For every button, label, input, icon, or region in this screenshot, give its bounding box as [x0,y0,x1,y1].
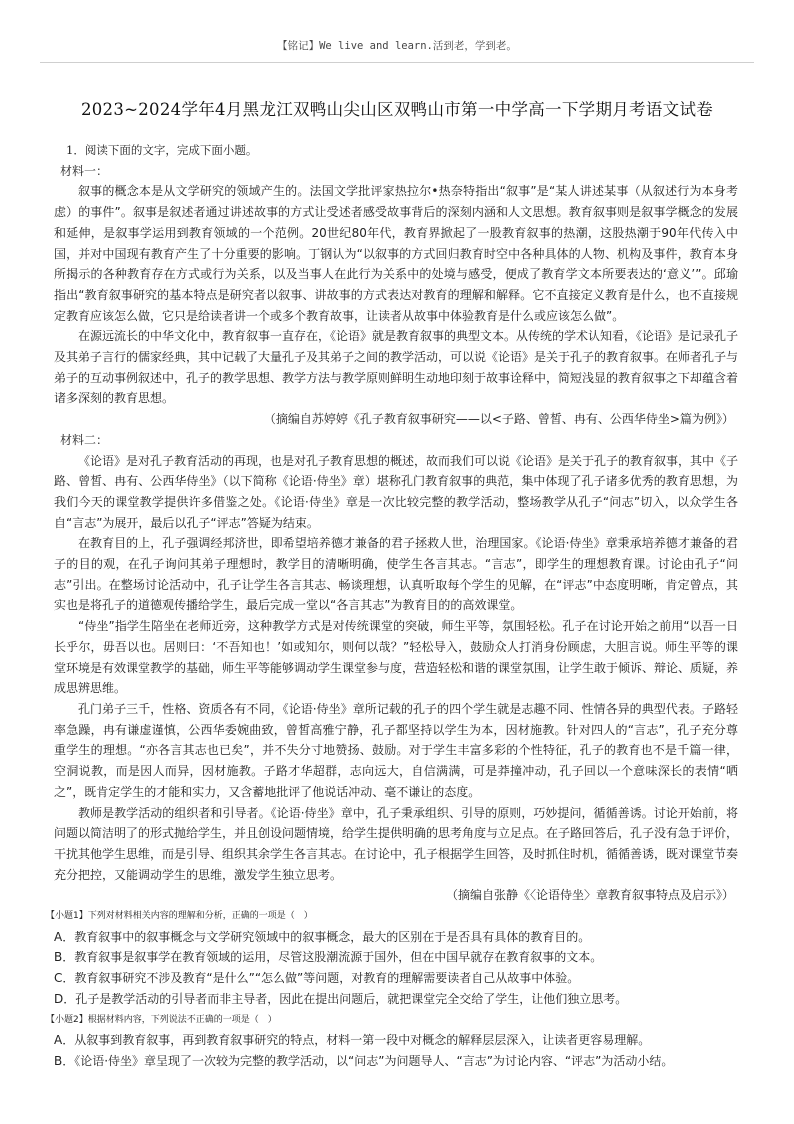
material-two-source: （摘编自张静《〈论语侍坐〉章教育叙事特点及启示》） [445,888,734,903]
material-one-source: （摘编自苏婷婷《孔子教育叙事研究——以<子路、曾皙、冉有、公西华侍坐>篇为例》） [263,412,734,427]
material-two-paragraph: “侍坐”指学生陪坐在老师近旁，这种教学方式是对传统课堂的突破，师生平等，氛围轻松。孔子在讨论开始之前用“以吾一日长乎尔，毋吾以也。居则曰：‘不吾知也！’如或知尔，则何以哉？”轻松导入，鼓励众人打消身份顾虑，大胆言说。师生平等的课堂环境是有效课堂教学的基础，师生平等能够调动学生课堂参与度，营造轻松和谐的课堂氛围，让学生敢于倾诉、辩论、质疑，养成思辨思维。 [54,619,739,696]
document-body [46,140,739,1072]
question-1-stem: 【小题1】下列对材料相关内容的理解和分析，正确的一项是（ ） [46,911,313,922]
question-1-option-b: B．教育叙事是叙事学在教育领域的运用，尽管这股潮流源于国外，但在中国早就存在教育叙事的文本。 [54,950,603,965]
material-two-paragraph: 《论语》是对孔子教育活动的再现，也是对孔子教育思想的概述，故而我们可以说《论语》是关于孔子的教育叙事，其中《子路、曾皙、冉有、公西华侍坐》（以下简称《论语·侍坐》章）堪称孔门教育叙事的典范，集中体现了孔子诸多优秀的教育思想，为我们今天的课堂教学提供许多借鉴之处。《论语·侍坐》章是一次比较完整的教学活动，整场教学从孔子“问志”切入，以众学生各自“言志”为展开，最后以孔子“评志”答疑为结束。 [54,453,739,530]
document-title: 2023~2024学年4月黑龙江双鸭山尖山区双鸭山市第一中学高一下学期月考语文试卷 [80,100,714,119]
material-two-label: 材料二： [60,432,109,447]
question-2-stem: 【小题2】根据材料内容，下列说法不正确的一项是（ ） [46,1014,277,1025]
question-2-option-b: B．《论语·侍坐》章呈现了一次较为完整的教学活动，以“问志”为问题导人、“言志”为讨论内容、“评志”为活动小结。 [54,1053,674,1068]
question-2-option-a: A．从叙事到教育叙事，再到教育叙事研究的特点，材料一第一段中对概念的解释层层深入，让读者更容易理解。 [54,1033,651,1048]
header-divider [40,62,754,63]
question-1-option-c: C．教育叙事研究不涉及教育“是什么”“怎么做”等问题，对教育的理解需要读者自己从故事中体验。 [54,971,580,986]
material-one-paragraph: 在源远流长的中华文化中，教育叙事一直存在，《论语》就是教育叙事的典型文本。从传统的学术认知看，《论语》是记录孔子及其弟子言行的儒家经典，其中记载了大量孔子及其弟子之间的教学活动，可以说《论语》是关于孔子的教育叙事。在师者孔子与弟子的互动事例叙述中，孔子的教学思想、教学方法与教学原则鲜明生动地印刻于故事诠释中，简短浅显的教育叙事之下却蕴含着诸多深刻的教育思想。 [54,329,739,406]
material-one-label: 材料一： [60,163,109,178]
material-two-paragraph: 在教育目的上，孔子强调经邦济世，即希望培养德才兼备的君子拯救人世，治理国家。《论语·侍坐》章秉承培养德才兼备的君子的目的观，在孔子询问其弟子理想时，教学目的清晰明确，使学生各言其志。“言志”，即学生的理想教育课。讨论由孔子“问志”引出。在整场讨论活动中，孔子让学生各言其志、畅谈理想，认真听取每个学生的见解，在“评志”中态度明晰，肯定曾点，其实也是将孔子的道德观传播给学生，最后完成一堂以“各言其志”为教育目的的高效课堂。 [54,536,738,613]
question-1-option-a: A．教育叙事中的叙事概念与文学研究领域中的叙事概念，最大的区别在于是否具有具体的教育目的。 [54,929,591,944]
material-two-paragraph: 孔门弟子三千，性格、资质各有不同，《论语·侍坐》章所记载的孔子的四个学生就是志趣不同、性情各异的典型代表。子路轻率急躁，冉有谦虚谨慎，公西华委婉曲致，曾皙高雅宁静，孔子都坚持以学生为本，因材施教。针对四人的“言志”，孔子充分尊重学生的理想。“亦各言其志也已矣”，并不失分寸地赞扬、鼓励。对于学生丰富多彩的个性特征，孔子的教育也不是千篇一律，空洞说教，而是因人而异，因材施教。子路才华超群，志向远大，自信满满，可是莽撞冲动，孔子回以一个意味深长的表情“哂之”，既肯定学生的才能和实力，又含蓄地批评了他说话冲动、毫不谦让的态度。 [54,701,738,799]
page-header: 【铭记】We live and learn.活到老，学到老。 [277,40,517,52]
material-two-paragraph: 教师是教学活动的组织者和引导者。《论语·侍坐》章中，孔子秉承组织、引导的原则，巧妙提问，循循善诱。讨论开始前，将问题以简洁明了的形式抛给学生，并且创设问题情境，给学生提供明确的思考角度与立足点。在子路回答后，孔子没有急于评价，干扰其他学生思维，而是引导、组织其余学生各言其志。在讨论中，孔子根据学生回答，及时抓住时机，循循善诱，既对课堂节奏充分把控，又能调动学生的思维，激发学生独立思考。 [54,805,739,882]
material-one-paragraph: 叙事的概念本是从文学研究的领域产生的。法国文学批评家热拉尔•热奈特指出“叙事”是“某人讲述某事（从叙述行为本身考虑）的事件”。叙事是叙述者通过讲述故事的方式让受述者感受故事背后的深刻内涵和人文思想。教育叙事则是叙事学概念的发展和延伸，是叙事学运用到教育领域的一个范例。20世纪80年代，教育界掀起了一股教育叙事的热潮，这股热潮于90年代传入中国，并对中国现有教育产生了十分重要的影响。丁钢认为“以叙事的方式回归教育时空中各种具体的人物、机构及事件，教育本身所揭示的各种教育存在方式或行为关系，以及当事人在此行为关系中的处境与感受，便成了教育学文本所要表达的‘意义’”。邱瑜指出“教育叙事研究的基本特点是研究者以叙事、讲故事的方式表达对教育的理解和解释。它不直接定义教育是什么，也不直接规定教育应该怎么做，它只是给读者讲一个或多个教育故事，让读者从故事中体验教育是什么或应该怎么做”。 [54,184,738,323]
question-instruction: 1．阅读下面的文字，完成下面小题。 [66,143,258,157]
question-1-option-d: D．孔子是教学活动的引导者而非主导者，因此在提出问题后，就把课堂完全交给了学生，让他们独立思考。 [54,991,628,1006]
